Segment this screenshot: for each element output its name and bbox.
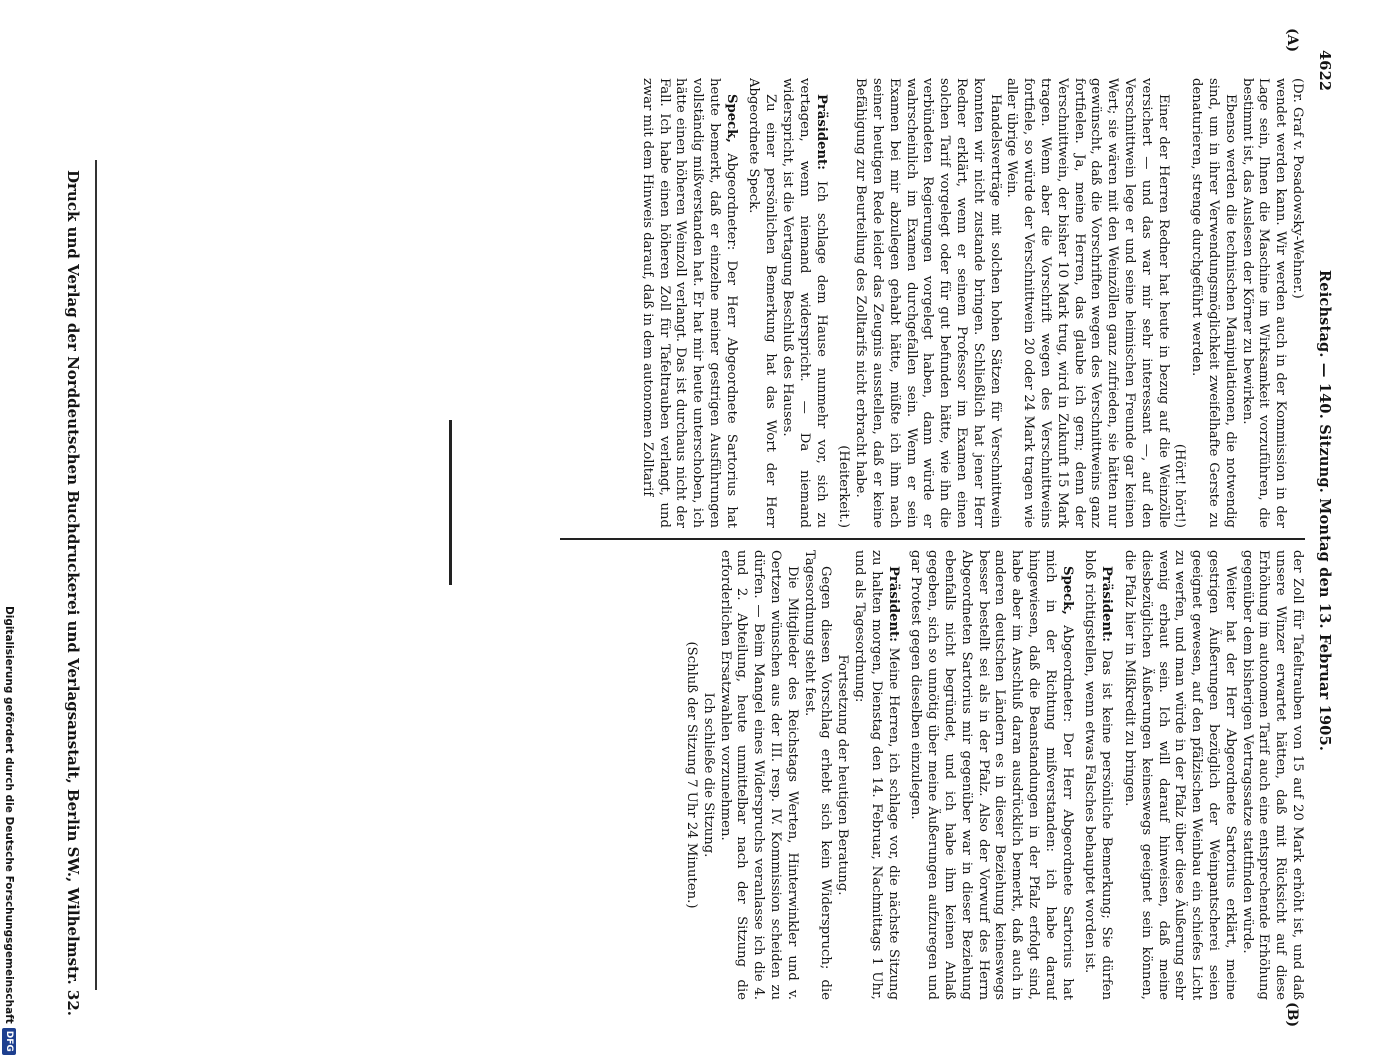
right-column — [555, 550, 1305, 1000]
paragraph — [835, 78, 852, 528]
speaker-name: Speck, — [723, 94, 739, 143]
speaker-name: Präsident: — [885, 566, 901, 643]
paragraph-text: Ebenso werden die technischen Manipulationen, die notwendig sind, um in ihrer Verwendungsmöglichkeit zweifelhafte Gerste zu denaturieren, strenge durchgeführt werden. — [1189, 78, 1238, 528]
margin-mark-b: (B) — [1284, 1002, 1300, 1028]
paragraph-text: der Zoll für Tafeltrauben von 15 auf 20 Mark erhöht ist, und daß unsere Winzer erwartet hätten, daß mit Rücksicht auf diese Erhöhung im autonomen Tarif auch eine entsprechende Erhöhung gegenüber dem bisherigen Vertragssatze stattfinden würde. — [1239, 550, 1305, 1000]
page-number: 4622 — [1316, 50, 1334, 92]
paragraph — [850, 550, 900, 1000]
paragraph — [1003, 78, 1171, 528]
paragraph-text: Ich schlage dem Hause nunmehr vor, sich zu vertagen, wenn niemand widerspricht. — Da niemand widerspricht, ist die Vertagung Beschluß des Hauses. — [780, 78, 829, 528]
paragraph — [638, 78, 739, 528]
footer-rule — [95, 160, 97, 990]
paragraph — [1171, 78, 1188, 528]
paragraph — [1081, 550, 1115, 1000]
paragraph-text: Abgeordneter: Der Herr Abgeordnete Sartorius hat heute bemerkt, daß er einzelne meiner gestrigen Ausführungen vollständig mißverstanden hat. Er hat mir heute unterschoben, ich hätte einen höheren Weinzoll verlangt. Das ist durchaus nicht der Fall. Ich habe einen höheren Zoll für Tafeltrauben verlangt, und zwar mit dem Hinweis darauf, daß in dem autonomen Zolltarif — [639, 78, 739, 528]
paragraph-text: Einer der Herren Redner hat heute in bezug auf die Weinzölle versichert — und das war mir sehr interessant —, auf den Verschnittwein lege er und seine heimischen Freunde gar keinen Wert; sie wären mit den Weinzöllen ganz zufrieden, sie hätten nur gewünscht, daß die Vorschriften wegen des Verschnittweins ganz fortfielen. Ja, meine Herren, das glaube ich gern; denn der Verschnittwein, der bisher 10 Mark trug, wird in Zukunft 15 Mark tragen. Wenn aber die Vorschrift wegen des Verschnittweins fortfiele, so würde der Verschnittwein 20 oder 24 Mark tragen wie aller übrige Wein. — [1004, 78, 1171, 528]
paragraph-text: Handelsverträge mit solchen hohen Sätzen für Verschnittwein konnten wir nicht zustande bringen. Schließlich hat jener Herr Redner erklärt, wenn er seinem Professor im Examen einen solchen Tarif vorgelegt oder für gut befunden hätte, wie ihn die verbündeten Regierungen vorgelegt haben, dann würde er wahrscheinlich im Examen durchgefallen sein. Wenn er sein Examen bei mir abzulegen gehabt hätte, müßte ich ihm nach seiner heutigen Rede leider das Zeugnis ausstellen, daß er keine Befähigung zur Beurteilung des Zolltarifs nicht erbracht habe. — [853, 78, 1003, 528]
page-header — [1310, 50, 1340, 970]
paragraph-text: Abgeordneter: Der Herr Abgeordnete Sartorius hat mich in der Richtung mißverstanden: ich habe darauf hingewiesen, daß die Beanstandungen in der Pfalz erfolgt sind, habe aber im Anschluß daran ausdrücklich bemerkt, daß auch in anderen deutschen Ländern es in dieser Beziehung keineswegs besser bestellt sei als in der Pfalz. Also der Vorwurf des Herrn Abgeordneten Sartorius mir gegenüber war in dieser Beziehung ebenfalls nicht begründet, und ich habe ihm keinen Anlaß gegeben, sich so unnötig über meine Äußerungen aufzuregen und gar Protest gegen dieselben einzulegen. — [908, 550, 1075, 1000]
page-title: Reichstag. — 140. Sitzung. Montag den 13. Februar 1905. — [1316, 270, 1334, 752]
margin-mark-a: (A) — [1284, 28, 1300, 53]
paragraph-text: Ich schließe die Sitzung. — [700, 692, 716, 858]
paragraph — [1238, 550, 1305, 1000]
left-column — [555, 78, 1305, 528]
paragraph-text: Meine Herren, ich schlage vor, die nächste Sitzung zu halten morgen, Dienstag den 14. Februar, Nachmittags 1 Uhr, und als Tagesordnung: — [852, 550, 901, 1000]
imprint-text: Druck und Verlag der Norddeutschen Buchdruckerei und Verlagsanstalt, Berlin SW., Wilhelmstr. 32. — [64, 170, 82, 1017]
paragraph-text: (Hört! hört!) — [1172, 443, 1188, 528]
paragraph — [800, 550, 834, 1000]
paragraph-text: Fortsetzung der heutigen Beratung. — [835, 654, 851, 896]
paragraph — [833, 550, 850, 1000]
column-divider — [560, 538, 1305, 540]
paragraph-text: (Dr. Graf v. Posadowsky-Wehner.) — [1290, 78, 1305, 299]
paragraph — [851, 78, 1002, 528]
dfg-logo: DFG — [2, 1028, 16, 1055]
paragraph — [1120, 550, 1238, 1000]
paragraph — [1288, 78, 1305, 528]
paragraph-text: Gegen diesen Vorschlag erhebt sich kein Widerspruch; die Tagesordnung steht fest. — [801, 550, 834, 1000]
dfg-credit-text: Digitalisierung gefördert durch die Deutsche Forschungsgemeinschaft — [3, 606, 15, 1024]
paragraph-text: Die Mitglieder des Reichstags Werten, Hinterwinkler und v. Oertzen wünschen aus der III. resp. IV. Kommission scheiden zu dürfen. — Beim Mangel eines Widerspruchs veranlasse ich die 4. und 2. Abteilung, heute unmittelbar nach der Sitzung die erforderlichen Ersatzwahlen vorzunehmen. — [717, 550, 800, 1000]
paragraph — [745, 78, 779, 528]
paragraph — [716, 550, 800, 1000]
imprint-line — [58, 170, 88, 1017]
paragraph-text: Zu einer persönlichen Bemerkung hat das Wort der Herr Abgeordnete Speck. — [746, 78, 779, 528]
paragraph — [907, 550, 1075, 1000]
speaker-name: Präsident: — [1099, 566, 1115, 643]
paragraph-text: Das ist keine persönliche Bemerkung; Sie dürfen bloß richtigstellen, wenn etwas Falsches behauptet worden ist. — [1082, 550, 1115, 1000]
paragraph — [1187, 78, 1237, 528]
paragraph — [699, 550, 716, 1000]
paragraph-text: Weiter hat der Herr Abgeordnete Sartorius erklärt, meine gestrigen Äußerungen bezüglich der Weinpantscherei seien geeignet gewesen, auf den pfälzischen Weinbau ein schiefes Licht zu werfen, und man würde in der Pfalz über diese Äußerung sehr wenig erbaut sein. Ich will darauf hinweisen, daß meine diesbezüglichen Äußerungen keineswegs geeignet sein können, die Pfalz hier in Mißkredit zu bringen. — [1122, 550, 1238, 1000]
paragraph — [682, 550, 699, 1000]
speaker-name: Speck, — [1059, 566, 1075, 615]
paragraph — [778, 78, 828, 528]
newspaper-page — [530, 28, 1340, 1028]
paragraph — [1238, 78, 1288, 528]
paragraph-text: (Heiterkeit.) — [836, 445, 852, 528]
speaker-name: Präsident: — [813, 94, 829, 171]
paragraph-text: (Schluß der Sitzung 7 Uhr 24 Minuten.) — [684, 641, 700, 909]
dfg-credit — [0, 606, 20, 1052]
separator-rule — [449, 420, 452, 585]
paragraph-text: wendet werden kann. Wir werden auch in der Kommission in der Lage sein, Ihnen die Maschine im Wirksamkeit vorzuführen, die bestimmt ist, das Auslesen der Körner zu bewirken. — [1239, 78, 1289, 528]
